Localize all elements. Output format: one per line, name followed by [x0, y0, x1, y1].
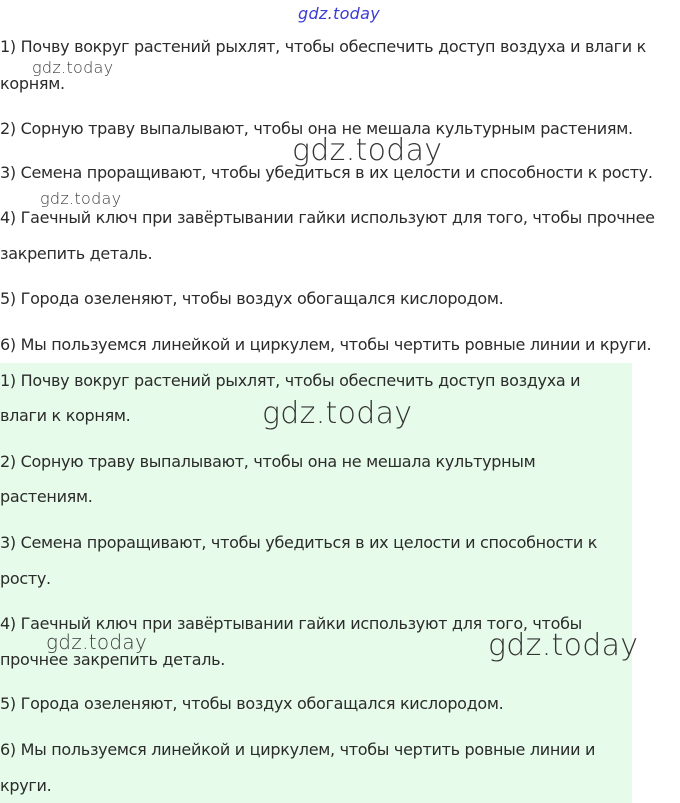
s2-line-7: 4) Гаечный ключ при завёртывании гайки используют для того, чтобы [0, 614, 582, 633]
s2-line-2: влаги к корням. [0, 406, 131, 425]
s2-line-4: растениям. [0, 487, 93, 506]
watermark-5: gdz.today [46, 630, 148, 654]
s1-line-4: 3) Семена проращивают, чтобы убедиться в их целости и способности к росту. [0, 163, 653, 182]
watermark-1: gdz.today [32, 58, 114, 77]
s1-line-8: 6) Мы пользуемся линейкой и циркулем, чтобы чертить ровные линии и круги. [0, 335, 652, 354]
s2-line-3: 2) Сорную траву выпалывают, чтобы она не мешала культурным [0, 452, 536, 471]
s2-line-6: росту. [0, 569, 51, 588]
s2-line-5: 3) Семена проращивают, чтобы убедиться в их целости и способности к [0, 533, 598, 552]
s1-line-7: 5) Города озеленяют, чтобы воздух обогащался кислородом. [0, 289, 504, 308]
s2-line-8: прочнее закрепить деталь. [0, 650, 226, 669]
watermark-2: gdz.today [292, 133, 443, 168]
watermark-4: gdz.today [262, 396, 413, 431]
s2-line-1: 1) Почву вокруг растений рыхлят, чтобы обеспечить доступ воздуха и [0, 371, 581, 390]
watermark-6: gdz.today [488, 628, 639, 663]
s2-line-10: 6) Мы пользуемся линейкой и циркулем, чтобы чертить ровные линии и [0, 740, 596, 759]
s1-line-5: 4) Гаечный ключ при завёртывании гайки используют для того, чтобы прочнее [0, 208, 655, 227]
s1-line-1: 1) Почву вокруг растений рыхлят, чтобы обеспечить доступ воздуха и влаги к [0, 37, 646, 56]
s2-line-11: круги. [0, 776, 52, 795]
s1-line-3: 2) Сорную траву выпалывают, чтобы она не мешала культурным растениям. [0, 119, 633, 138]
s1-line-2: корням. [0, 74, 65, 93]
s2-line-9: 5) Города озеленяют, чтобы воздух обогащался кислородом. [0, 694, 504, 713]
watermark-top: gdz.today [298, 4, 380, 23]
s1-line-6: закрепить деталь. [0, 244, 153, 263]
watermark-3: gdz.today [40, 189, 122, 208]
